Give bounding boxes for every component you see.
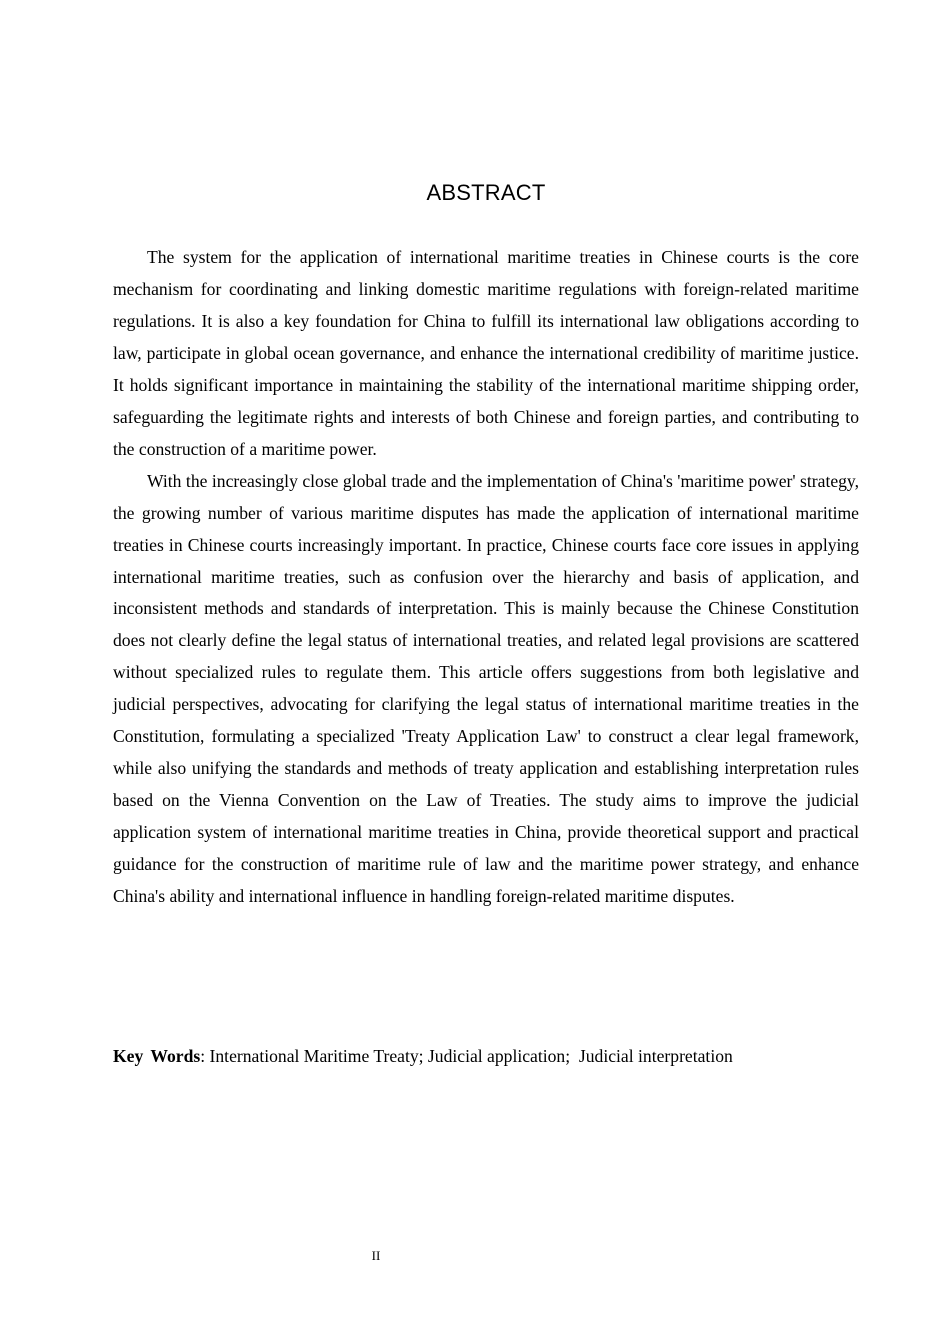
keywords-line <box>113 1040 859 1072</box>
abstract-paragraph-2: With the increasingly close global trade and the implementation of China's 'maritime power' strategy, the growing number of various maritime disputes has made the application of international maritime treaties in Chinese courts increasingly important. In practice, Chinese courts face core issues in applying international maritime treaties, such as confusion over the hierarchy and basis of application, and inconsistent methods and standards of interpretation. This is mainly because the Chinese Constitution does not clearly define the legal status of international treaties, and related legal provisions are scattered without specialized rules to regulate them. This article offers suggestions from both legislative and judicial perspectives, advocating for clarifying the legal status of international maritime treaties in the Constitution, formulating a specialized 'Treaty Application Law' to construct a clear legal framework, while also unifying the standards and methods of treaty application and establishing interpretation rules based on the Vienna Convention on the Law of Treaties. The study aims to improve the judicial application system of international maritime treaties in China, provide theoretical support and practical guidance for the construction of maritime rule of law and the maritime power strategy, and enhance China's ability and international influence in handling foreign-related maritime disputes. <box>113 470 859 907</box>
abstract-paragraph-1: The system for the application of international maritime treaties in Chinese courts is the core mechanism for coordinating and linking domestic maritime regulations with foreign-related maritime regulations. It is also a key foundation for China to fulfill its international law obligations according to law, participate in global ocean governance, and enhance the international credibility of maritime justice. It holds significant importance in maintaining the stability of the international maritime shipping order, safeguarding the legitimate rights and interests of both Chinese and foreign parties, and contributing to the construction of a maritime power. <box>113 247 859 459</box>
abstract-title: ABSTRACT <box>426 180 546 205</box>
keywords-separator: : <box>200 1046 206 1066</box>
keywords-text: International Maritime Treaty; Judicial application; Judicial interpretation <box>205 1046 733 1066</box>
abstract-body <box>113 242 859 913</box>
keywords-label: Key Words <box>113 1046 201 1066</box>
page-number: II <box>371 1248 381 1263</box>
